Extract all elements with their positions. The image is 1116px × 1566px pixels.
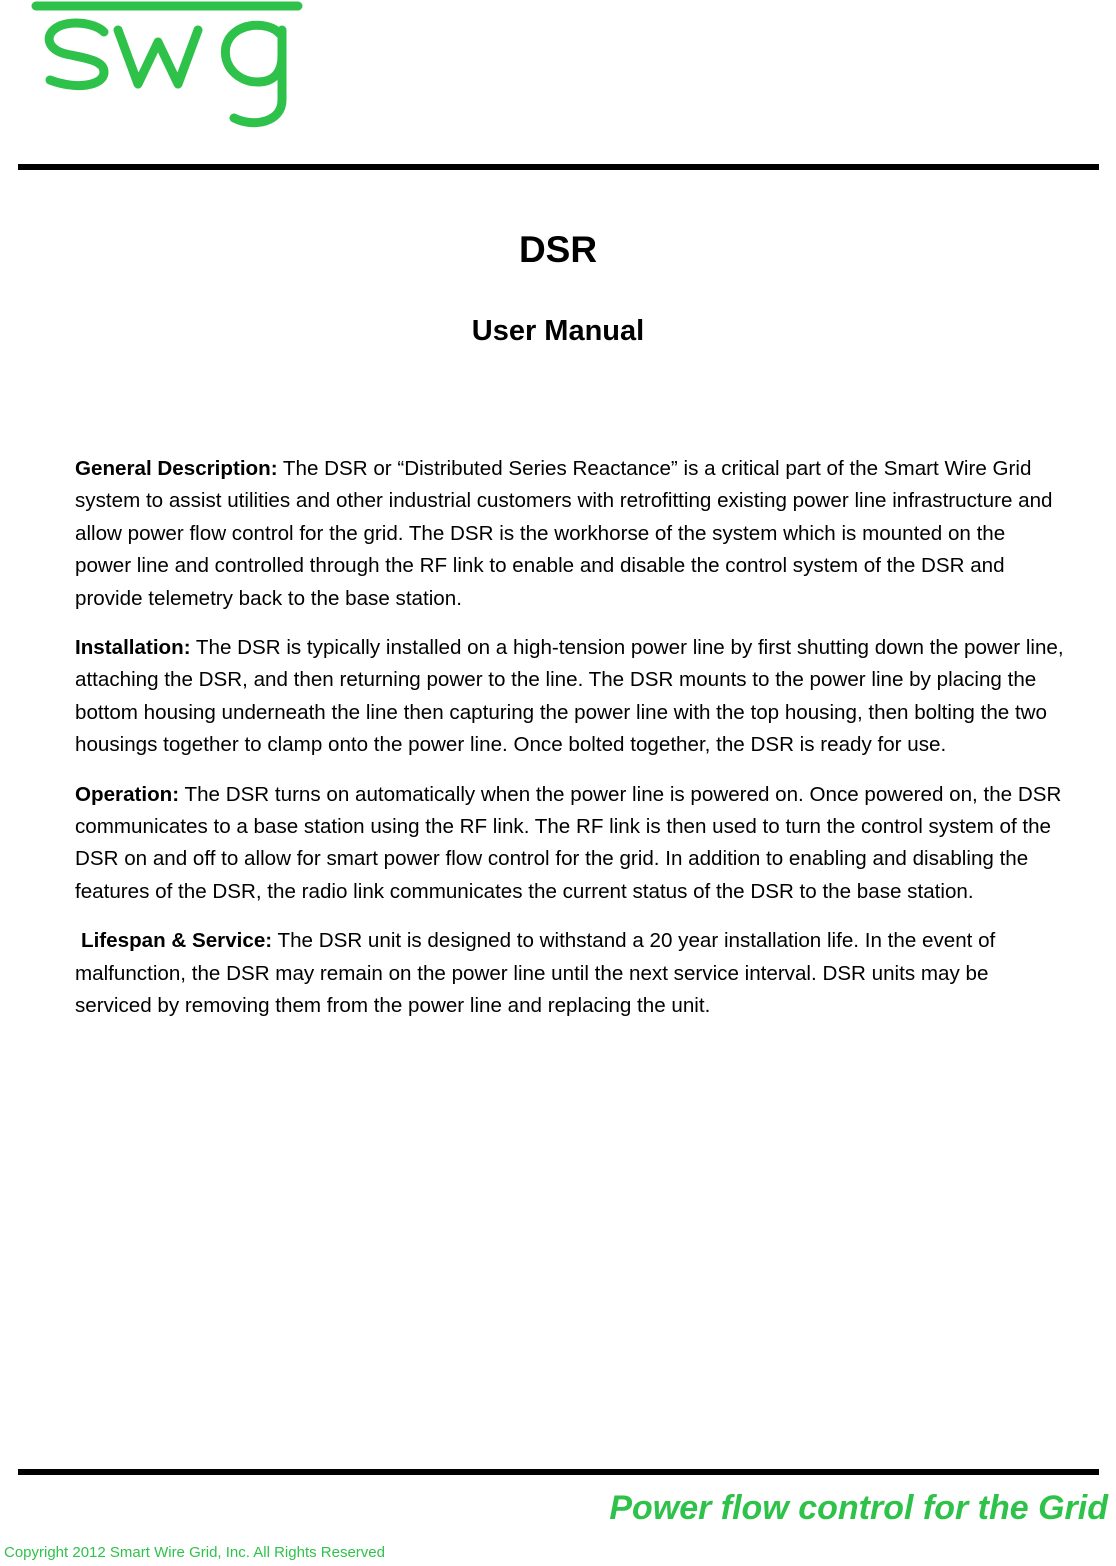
section-lifespan-service [75, 925, 1065, 1022]
section-text: The DSR turns on automatically when the power line is powered on. Once powered on, the DSR communicates to a base station using the RF link. The RF link is then used to turn the control system of the DSR on and off to allow for smart power flow control for the grid. In addition to enabling and disabling the features of the DSR, the radio link communicates the current status of the DSR to the base station. [75, 782, 1062, 903]
header-rule [18, 164, 1099, 170]
section-label: General Description: [75, 457, 278, 480]
section-text: The DSR is typically installed on a high-tension power line by first shutting down the power line, attaching the DSR, and then returning power to the line. The DSR mounts to the power line by placing the bottom housing underneath the line then capturing the power line with the top housing, then bolting the two housings together to clamp onto the power line. Once bolted together, the DSR is ready for use. [75, 636, 1064, 757]
section-label: Operation: [75, 782, 180, 806]
section-installation [75, 632, 1065, 762]
section-text: The DSR unit is designed to withstand a 20 year installation life. In the event of malfunction, the DSR may remain on the power line until the next service interval. DSR units may be serviced by removing them from the power line and replacing the unit. [75, 929, 996, 1018]
section-label: Lifespan & Service: [81, 929, 273, 953]
manual-body [75, 453, 1065, 1040]
footer-tagline: Power flow control for the Grid [609, 1489, 1108, 1527]
document-subtitle: User Manual [471, 315, 645, 347]
section-label: Installation: [75, 636, 191, 660]
section-text: The DSR or “Distributed Series Reactance” is a critical part of the Smart Wire Grid system to assist utilities and other industrial customers with retrofitting existing power line infrastructure and allow power flow control for the grid. The DSR is the workhorse of the system which is mounted on the power line and controlled through the RF link to enable and disable the control system of the DSR and provide telemetry back to the base station. [75, 457, 1053, 610]
footer-rule [18, 1469, 1099, 1475]
copyright-notice: Copyright 2012 Smart Wire Grid, Inc. All Rights Reserved [4, 1544, 385, 1561]
section-operation [75, 779, 1065, 909]
swg-logo [18, 0, 308, 135]
section-general-description [75, 453, 1065, 615]
document-title: DSR [518, 229, 598, 270]
